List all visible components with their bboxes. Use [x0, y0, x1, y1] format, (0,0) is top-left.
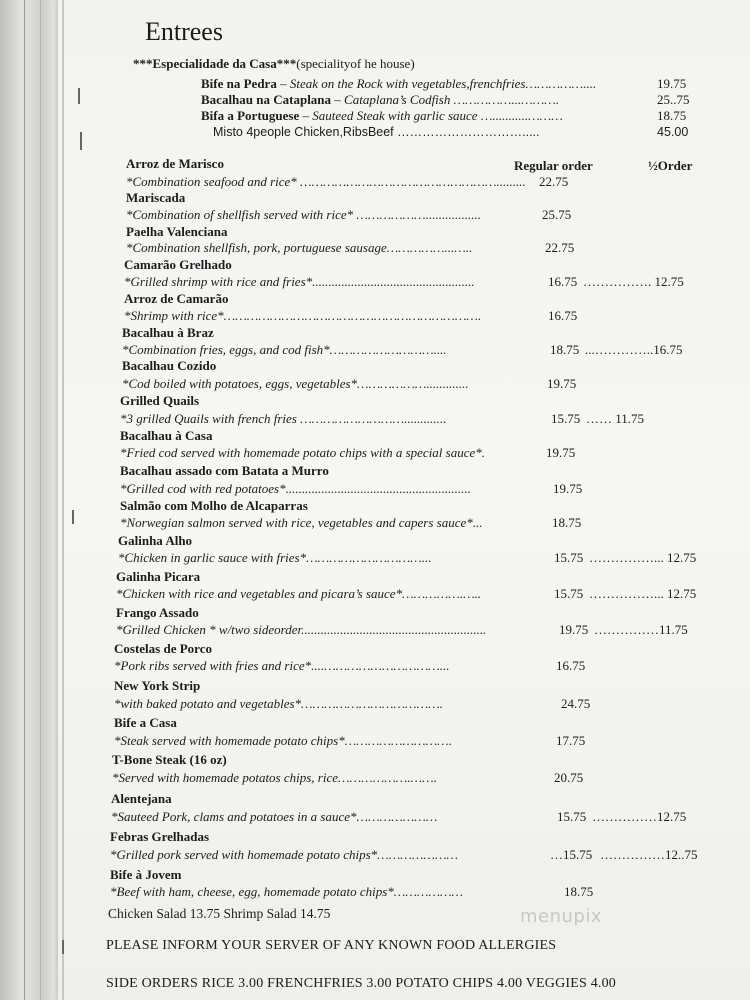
specialty-heading-text: ***Especialidade da Casa*** — [133, 56, 297, 71]
item-desc: – Steak on the Rock with vegetables,frenchfries…………….... — [276, 76, 597, 91]
specialty-heading-note: (specialityof he house) — [296, 56, 415, 71]
watermark-logo: menupix — [520, 906, 603, 927]
item-name: Galinha Picara — [116, 569, 201, 584]
item-price: 17.75 — [556, 733, 586, 748]
item-price: 15.75 — [554, 550, 584, 565]
binder-mark — [62, 940, 64, 954]
item-name: Camarão Grelhado — [124, 257, 232, 272]
item-price: 24.75 — [561, 696, 591, 711]
item-desc: *Fried cod served with homemade potato chips with a special sauce*. — [120, 445, 486, 460]
item-name: Salmão com Molho de Alcaparras — [120, 498, 308, 513]
item-name: Bacalhau à Casa — [120, 428, 213, 443]
item-half-price: ...…………..16.75 — [585, 342, 683, 357]
item-price: 18.75 — [552, 515, 582, 530]
item-desc: *Grilled pork served with homemade potato chips*………………… — [110, 847, 459, 862]
item-price: 18.75 — [564, 884, 594, 899]
item-desc: *Chicken with rice and vegetables and picara’s sauce*…………….….. — [116, 586, 482, 601]
item-desc: *Shrimp with rice*…………………………………………………………. — [124, 308, 482, 323]
item-price: 22.75 — [545, 240, 575, 255]
item-desc: *with baked potato and vegetables*………………………………. — [114, 696, 443, 711]
item-name: Mariscada — [126, 190, 186, 205]
item-name: Arroz de Marisco — [126, 156, 224, 171]
item-name: Bacalhau à Braz — [122, 325, 214, 340]
specialty-item — [201, 108, 563, 124]
item-price: 19.75 — [547, 376, 577, 391]
item-price: 19.75 — [657, 76, 687, 91]
item-desc: *Steak served with homemade potato chips*………………………. — [114, 733, 452, 748]
item-name: Costelas de Porco — [114, 641, 212, 656]
item-price: 25.75 — [542, 207, 572, 222]
item-price: …15.75 — [550, 847, 593, 862]
item-name: Alentejana — [111, 791, 172, 806]
item-name: New York Strip — [114, 678, 201, 693]
item-name: Bacalhau na Cataplana — [201, 92, 332, 107]
item-name: T-Bone Steak (16 oz) — [112, 752, 227, 767]
item-desc: *Combination seafood and rice* ……………………………………………......... — [126, 174, 526, 189]
item-name: Arroz de Camarão — [124, 291, 229, 306]
specialty-heading — [133, 56, 415, 72]
item-desc: *Sauteed Pork, clams and potatoes in a sauce*………………… — [111, 809, 438, 824]
side-orders: SIDE ORDERS RICE 3.00 FRENCHFRIES 3.00 POTATO CHIPS 4.00 VEGGIES 4.00 — [106, 976, 616, 991]
item-name: Bife a Casa — [114, 715, 177, 730]
item-price: 15.75 — [551, 411, 581, 426]
item-desc: Misto 4people Chicken,RibsBeef …………………………..... — [213, 125, 540, 139]
item-half-price: ……………... 12.75 — [589, 550, 697, 565]
item-price: 19.75 — [559, 622, 589, 637]
item-name: Bifa a Portuguese — [201, 108, 300, 123]
item-price: 15.75 — [557, 809, 587, 824]
page-edge — [62, 0, 64, 1000]
item-desc: *Chicken in garlic sauce with fries*…………………………... — [118, 550, 432, 565]
item-price: 25..75 — [657, 92, 690, 107]
specialty-item — [201, 92, 559, 108]
item-price: 16.75 — [556, 658, 586, 673]
item-price: 15.75 — [554, 586, 584, 601]
column-header-regular: Regular order — [514, 158, 593, 173]
item-half-price: ……………12.75 — [592, 809, 687, 824]
item-name: Bacalhau Cozido — [122, 358, 217, 373]
item-name: Frango Assado — [116, 605, 199, 620]
item-price: 19.75 — [553, 481, 583, 496]
item-desc: *Combination of shellfish served with rice* ………………................. — [126, 207, 481, 222]
item-half-price: ……………11.75 — [594, 622, 688, 637]
page-title: Entrees — [145, 17, 223, 46]
item-half-price: ……………12..75 — [600, 847, 698, 862]
item-price: 18.75 — [550, 342, 580, 357]
item-desc: *Served with homemade potatos chips, rice……………….……. — [112, 770, 437, 785]
item-desc: *Grilled cod with red potatoes*......................................................... — [120, 481, 471, 496]
item-price: 45.00 — [657, 125, 689, 139]
item-desc: *Combination shellfish, pork, portuguese sausage……………...….. — [126, 240, 473, 255]
salads-line: Chicken Salad 13.75 Shrimp Salad 14.75 — [108, 906, 331, 921]
binder-divider — [24, 0, 25, 1000]
allergy-notice: PLEASE INFORM YOUR SERVER OF ANY KNOWN FOOD ALLERGIES — [106, 938, 557, 953]
binder-strip — [0, 0, 62, 1000]
item-price: 16.75 — [548, 308, 578, 323]
item-desc: *Grilled Chicken * w/two sideorder......................................................... — [116, 622, 487, 637]
item-name: Bacalhau assado com Batata a Murro — [120, 463, 329, 478]
item-half-price: ……………. 12.75 — [583, 274, 684, 289]
item-desc: – Sauteed Steak with garlic sauce …...........……… — [299, 108, 563, 123]
specialty-item — [213, 124, 540, 140]
item-price: 16.75 — [548, 274, 578, 289]
item-price: 22.75 — [539, 174, 569, 189]
item-half-price: …… 11.75 — [586, 411, 645, 426]
item-name: Grilled Quails — [120, 393, 200, 408]
column-header-half: ½Order — [648, 158, 693, 173]
item-desc: *Combination fries, eggs, and cod fish*……………………….... — [122, 342, 447, 357]
item-name: Febras Grelhadas — [110, 829, 210, 844]
binder-mark — [72, 510, 74, 524]
item-desc: *Norwegian salmon served with rice, vegetables and capers sauce*... — [120, 515, 483, 530]
item-desc: *Beef with ham, cheese, egg, homemade potato chips*……………… — [110, 884, 464, 899]
binder-divider — [40, 0, 41, 1000]
item-desc: *Grilled shrimp with rice and fries*.................................................. — [124, 274, 475, 289]
binder-mark — [78, 88, 80, 104]
item-price: 19.75 — [546, 445, 576, 460]
item-name: Bife na Pedra — [201, 76, 277, 91]
item-desc: *3 grilled Quails with french fries ………………………............. — [120, 411, 447, 426]
item-desc: *Cod boiled with potatoes, eggs, vegetables*………………............. — [122, 376, 469, 391]
item-desc: *Pork ribs served with fries and rice*....…………………………... — [114, 658, 450, 673]
item-half-price: ……………... 12.75 — [589, 586, 697, 601]
item-desc: – Cataplana’s Codfish ……………...………. — [331, 92, 560, 107]
item-name: Paelha Valenciana — [126, 224, 228, 239]
binder-mark — [80, 132, 82, 150]
specialty-item — [201, 76, 596, 92]
item-name: Bife à Jovem — [110, 867, 182, 882]
item-price: 20.75 — [554, 770, 584, 785]
item-name: Galinha Alho — [118, 533, 193, 548]
item-price: 18.75 — [657, 108, 687, 123]
